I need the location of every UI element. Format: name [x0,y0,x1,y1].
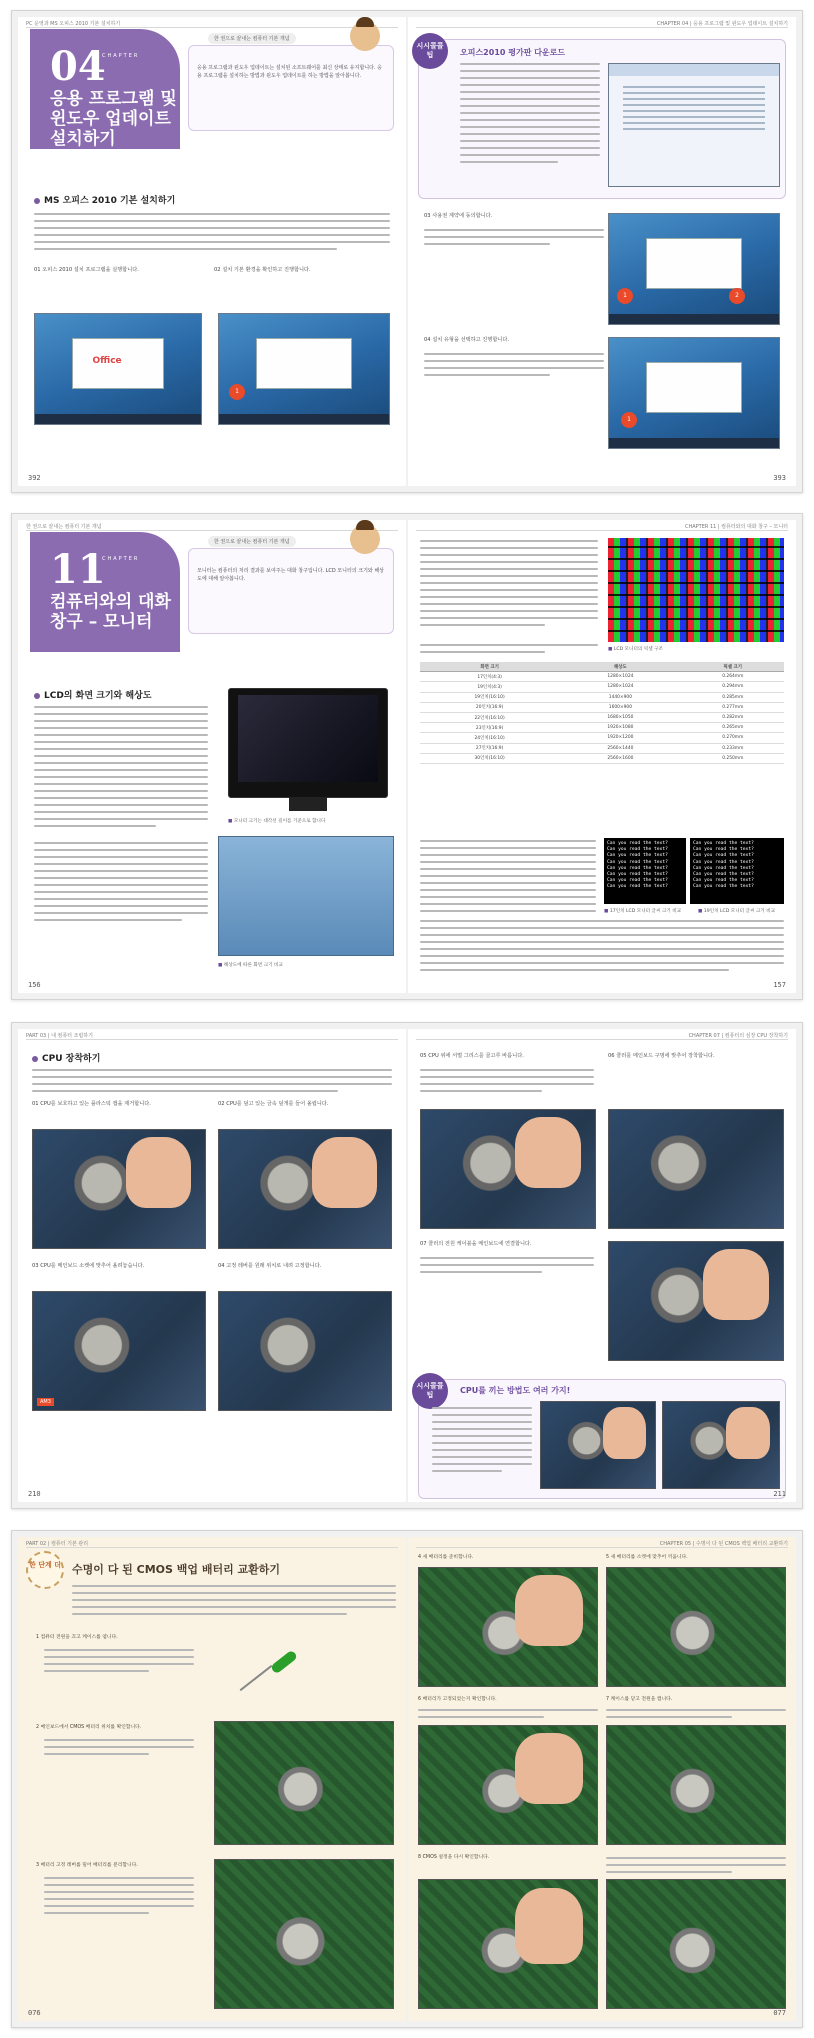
body-text [32,1069,392,1097]
page-156 [18,520,406,993]
chapter-intro-label: 한 권으로 끝내는 컴퓨터 기본 개념 [208,536,296,547]
table-row: 17인치(4:3) 1280×1024 0.264mm [420,672,784,682]
running-head: PART 02 | 컴퓨터 기본 관리 [26,1540,398,1548]
page-077 [408,1537,796,2021]
section-title: MS 오피스 2010 기본 설치하기 [34,193,175,206]
spread-monitor [11,513,803,1000]
battery-photo-1 [418,1567,598,1687]
step-07-text [420,1257,594,1278]
office-dialog [256,338,351,389]
step-05-text [420,1069,594,1097]
cmos-title: 수명이 다 된 CMOS 백업 배터리 교환하기 [72,1563,281,1576]
cpu-photo-6 [608,1109,784,1229]
cmos-step-1-text [44,1649,194,1677]
step-03-text [424,229,604,250]
cpu-photo-5 [420,1109,596,1229]
mainboard-photo-1 [214,1721,394,1845]
cpu-photo-2 [218,1129,392,1249]
resolution-table [420,662,784,764]
spread-cpu [11,1022,803,1509]
page-157 [408,520,796,993]
callout-bubble: 1 [229,384,245,400]
step-05: 05 CPU 위에 서멀 그리스를 골고루 바릅니다. [420,1053,524,1059]
chapter-word: CHAPTER [102,556,140,562]
table-header: 픽셀 크기 [682,662,784,672]
page-393 [408,17,796,486]
socket-tag: AM3 [37,1398,54,1406]
cmos-step-2-text [44,1739,194,1760]
cmos-step-3: 3 배터리 고정 레버를 밀어 배터리를 분리합니다. [36,1863,138,1868]
caption-text-2: ■ 19인치 LCD 모니터 글씨 크기 비교 [698,908,775,914]
chapter-title: 컴퓨터와의 대화 창구 – 모니터 [50,592,171,632]
page-number: 210 [28,1490,41,1498]
caption-monitor: ■ 모니터 크기는 대각선 길이를 기준으로 합니다 [228,818,325,824]
chapter-tag [30,532,180,652]
cmos-step-6: 6 배터리가 고정되었는지 확인합니다. [418,1697,497,1702]
table-row: 27인치(16:9) 2560×1440 0.233mm [420,743,784,753]
cmos-badge: 한 단계 더 [26,1551,64,1589]
chapter-intro-box [188,45,394,131]
page-392 [18,17,406,486]
step-01: 01 CPU를 보호하고 있는 플라스틱 캡을 제거합니다. [32,1101,151,1107]
cmos-step-2: 2 메인보드에서 CMOS 배터리 위치를 확인합니다. [36,1725,142,1730]
cpu-photo-3 [32,1291,206,1411]
text-size-sample-1: Can you read the text? Can you read the text? Can you read the text? Can you read the text? Can you read the text? Can you read the text? Can you read the text? Can you read the text? [604,838,686,904]
mainboard-photo-2 [214,1859,394,2009]
step-02: 02 설치 기본 환경을 확인하고 진행합니다. [214,267,311,273]
spread-office-install [11,10,803,493]
table-header: 해상도 [559,662,681,672]
chapter-number: 11 [50,546,106,593]
tip-title: 오피스2010 평가판 다운로드 [460,48,566,57]
section-title: CPU 장착하기 [32,1051,100,1064]
office-dialog [72,338,165,389]
caption-pixels: ■ LCD 모니터의 픽셀 구조 [608,646,663,652]
callout-bubble: 2 [729,288,745,304]
running-head: PC 운영과 MS 오피스 2010 기본 설치하기 [26,20,398,28]
step-04-text [424,353,604,381]
running-head: CHAPTER 04 | 응용 프로그램 및 윈도우 업데이트 설치하기 [416,20,788,28]
cmos-step-5: 5 새 배터리를 소켓에 맞추어 끼웁니다. [606,1555,688,1560]
callout-bubble: 1 [617,288,633,304]
table-row: 22인치(16:10) 1680×1050 0.282mm [420,712,784,722]
table-row: 19인치(16:10) 1440×900 0.285mm [420,692,784,702]
cmos-step-8-text [606,1857,786,1878]
table-row: 19인치(4:3) 1280×1024 0.294mm [420,682,784,692]
caption-diagram: ■ 해상도에 따른 화면 크기 비교 [218,962,283,968]
caption-text-1: ■ 17인치 LCD 모니터 글씨 크기 비교 [604,908,681,914]
body-text [420,540,598,631]
office-install-screenshot-1 [34,313,202,425]
tip-photo-2 [662,1401,780,1489]
license-screenshot [608,213,780,325]
chapter-intro: 응용 프로그램과 윈도우 업데이트는 설치된 소프트웨어를 최신 상태로 유지합니다. 응용 프로그램을 설치하는 방법과 윈도우 업데이트를 하는 방법을 알아봅니다. [197,65,382,79]
step-02: 02 CPU를 덮고 있는 금속 덮개를 들어 올립니다. [218,1101,329,1107]
body-text [34,706,208,926]
chapter-intro: 모니터는 컴퓨터의 처리 결과를 보여주는 대화 창구입니다. LCD 모니터의 크기와 해상도에 대해 알아봅니다. [197,568,385,582]
body-text-2 [420,840,596,917]
text-size-sample-2: Can you read the text? Can you read the text? Can you read the text? Can you read the text? Can you read the text? Can you read the text? Can you read the text? Can you read the text? [690,838,784,904]
page-number: 156 [28,981,41,989]
step-06: 06 쿨러를 메인보드 구멍에 맞추어 장착합니다. [608,1053,715,1059]
tip-badge: 시시콜콜 팁 [412,33,448,69]
intro-text [72,1585,396,1620]
cmos-step-1: 1 컴퓨터 전원을 끄고 케이스를 엽니다. [36,1635,118,1640]
tip-text [460,63,600,168]
table-row: 20인치(16:9) 1600×900 0.277mm [420,702,784,712]
chapter-word: CHAPTER [102,53,140,59]
body-text-3 [420,920,784,976]
battery-photo-2 [606,1567,786,1687]
battery-photo-3 [418,1725,598,1845]
cmos-step-6-text [418,1709,598,1723]
tip-title: CPU를 끼는 방법도 여러 가지! [460,1386,571,1395]
running-head: PART 03 | 내 컴퓨터 조립하기 [26,1032,398,1040]
step-07: 07 쿨러의 전원 케이블을 메인보드에 연결합니다. [420,1241,532,1247]
page-number: 157 [773,981,786,989]
running-head: CHAPTER 07 | 컴퓨터의 심장 CPU 장착하기 [416,1032,788,1040]
screwdriver-icon [218,1637,368,1707]
section-title: LCD의 화면 크기와 해상도 [34,688,151,701]
cmos-step-3-text [44,1877,194,1919]
page-210 [18,1029,406,1502]
install-type-screenshot [608,337,780,449]
table-row: 30인치(16:10) 2560×1600 0.250mm [420,753,784,763]
callout-bubble: 1 [621,412,637,428]
page-number: 211 [773,1490,786,1498]
page-number: 392 [28,474,41,482]
table-row: 23인치(16:9) 1920×1080 0.265mm [420,723,784,733]
table-intro-text [420,644,598,658]
chapter-tag [30,29,180,149]
page-211 [408,1029,796,1502]
battery-photo-6 [606,1879,786,2009]
cmos-step-4: 4 새 배터리를 준비합니다. [418,1555,474,1560]
lcd-monitor-photo [228,688,388,798]
tip-text [432,1407,532,1477]
chapter-title: 응용 프로그램 및 윈도우 업데이트 설치하기 [50,89,177,149]
page-number: 393 [773,474,786,482]
page-076 [18,1537,406,2021]
pixel-closeup-photo [608,538,784,642]
cpu-photo-4 [218,1291,392,1411]
cmos-step-8: 8 CMOS 설정을 다시 확인합니다. [418,1855,490,1860]
running-head: CHAPTER 11 | 컴퓨터와의 대화 창구 – 모니터 [416,523,788,531]
step-04: 04 설치 유형을 선택하고 진행합니다. [424,337,510,343]
cpu-photo-7 [608,1241,784,1361]
table-header: 화면 크기 [420,662,559,672]
running-head: CHAPTER 05 | 수명이 다 된 CMOS 백업 배터리 교환하기 [416,1540,788,1548]
body-text [34,213,390,255]
mascot-icon [350,524,380,554]
tip-badge: 시시콜콜 팁 [412,1373,448,1409]
chapter-intro-label: 한 권으로 끝내는 컴퓨터 기본 개념 [208,33,296,44]
step-03: 03 CPU를 메인보드 소켓에 맞추어 올려놓습니다. [32,1263,145,1269]
office-logo: Office [92,355,122,366]
spread-cmos [11,1530,803,2028]
step-04: 04 고정 레버를 원래 위치로 내려 고정합니다. [218,1263,322,1269]
office-install-screenshot-2 [218,313,390,425]
cmos-step-7: 7 케이스를 닫고 전원을 켭니다. [606,1697,673,1702]
page-number: 077 [773,2009,786,2017]
chapter-intro-box [188,548,394,634]
resolution-diagram [218,836,394,956]
cmos-step-7-text [606,1709,786,1723]
step-01: 01 오피스 2010 설치 프로그램을 실행합니다. [34,267,139,273]
battery-photo-5 [418,1879,598,2009]
cpu-photo-1 [32,1129,206,1249]
battery-photo-4 [606,1725,786,1845]
chapter-number: 04 [50,43,106,90]
step-03: 03 사용권 계약에 동의합니다. [424,213,493,219]
table-row: 24인치(16:10) 1920×1200 0.270mm [420,733,784,743]
tip-photo-1 [540,1401,656,1489]
page-number: 076 [28,2009,41,2017]
running-head: 한 권으로 끝내는 컴퓨터 기본 개념 [26,523,398,531]
mascot-icon [350,21,380,51]
download-page-screenshot [608,63,780,187]
